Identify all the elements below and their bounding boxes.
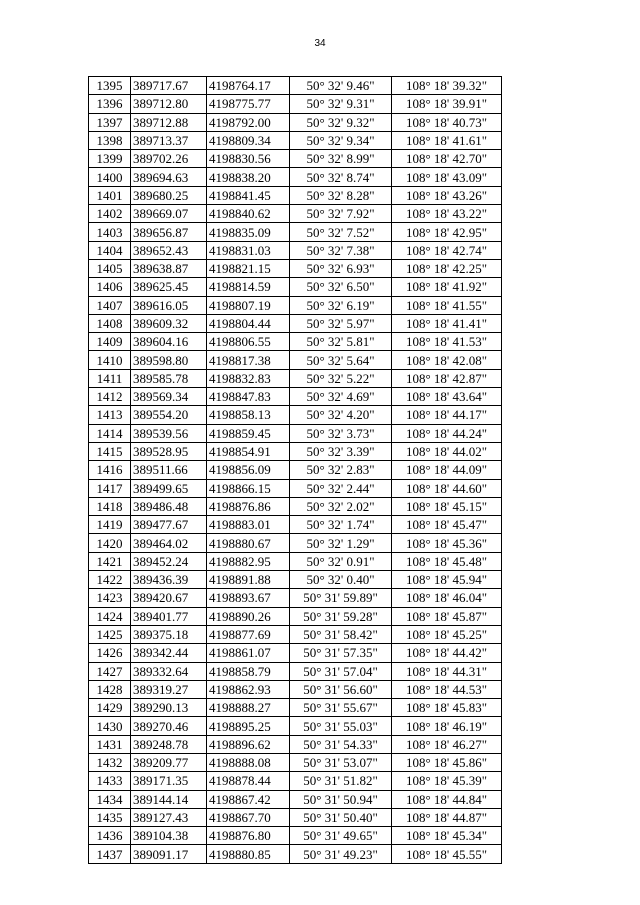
table-row xyxy=(89,333,502,351)
y-coordinate-cell: 4198877.69 xyxy=(207,625,290,643)
table-row xyxy=(89,278,502,296)
table-row xyxy=(89,790,502,808)
x-coordinate-cell: 389598.80 xyxy=(131,351,207,369)
x-coordinate-cell: 389452.24 xyxy=(131,552,207,570)
latitude-cell: 50° 32' 3.39" xyxy=(290,442,392,460)
y-coordinate-cell: 4198891.88 xyxy=(207,571,290,589)
x-coordinate-cell: 389680.25 xyxy=(131,186,207,204)
table-row xyxy=(89,680,502,698)
point-number-cell: 1414 xyxy=(89,424,131,442)
table-row xyxy=(89,662,502,680)
x-coordinate-cell: 389585.78 xyxy=(131,369,207,387)
latitude-cell: 50° 31' 56.60" xyxy=(290,680,392,698)
table-row xyxy=(89,808,502,826)
x-coordinate-cell: 389712.88 xyxy=(131,113,207,131)
table-row xyxy=(89,314,502,332)
table-row xyxy=(89,534,502,552)
point-number-cell: 1430 xyxy=(89,717,131,735)
y-coordinate-cell: 4198861.07 xyxy=(207,644,290,662)
y-coordinate-cell: 4198804.44 xyxy=(207,314,290,332)
table-row xyxy=(89,753,502,771)
point-number-cell: 1413 xyxy=(89,406,131,424)
point-number-cell: 1404 xyxy=(89,241,131,259)
point-number-cell: 1419 xyxy=(89,516,131,534)
x-coordinate-cell: 389604.16 xyxy=(131,333,207,351)
latitude-cell: 50° 32' 9.31" xyxy=(290,95,392,113)
y-coordinate-cell: 4198890.26 xyxy=(207,607,290,625)
x-coordinate-cell: 389436.39 xyxy=(131,571,207,589)
point-number-cell: 1405 xyxy=(89,259,131,277)
latitude-cell: 50° 31' 50.40" xyxy=(290,808,392,826)
latitude-cell: 50° 32' 6.93" xyxy=(290,259,392,277)
x-coordinate-cell: 389332.64 xyxy=(131,662,207,680)
point-number-cell: 1425 xyxy=(89,625,131,643)
y-coordinate-cell: 4198841.45 xyxy=(207,186,290,204)
point-number-cell: 1428 xyxy=(89,680,131,698)
longitude-cell: 108° 18' 45.83" xyxy=(392,699,502,717)
y-coordinate-cell: 4198809.34 xyxy=(207,131,290,149)
point-number-cell: 1396 xyxy=(89,95,131,113)
longitude-cell: 108° 18' 42.74" xyxy=(392,241,502,259)
table-row xyxy=(89,607,502,625)
table-row xyxy=(89,259,502,277)
point-number-cell: 1398 xyxy=(89,131,131,149)
y-coordinate-cell: 4198880.67 xyxy=(207,534,290,552)
point-number-cell: 1399 xyxy=(89,150,131,168)
point-number-cell: 1408 xyxy=(89,314,131,332)
x-coordinate-cell: 389511.66 xyxy=(131,461,207,479)
point-number-cell: 1402 xyxy=(89,205,131,223)
latitude-cell: 50° 31' 59.28" xyxy=(290,607,392,625)
y-coordinate-cell: 4198807.19 xyxy=(207,296,290,314)
y-coordinate-cell: 4198867.42 xyxy=(207,790,290,808)
x-coordinate-cell: 389702.26 xyxy=(131,150,207,168)
point-number-cell: 1436 xyxy=(89,827,131,845)
table-row xyxy=(89,571,502,589)
x-coordinate-cell: 389625.45 xyxy=(131,278,207,296)
x-coordinate-cell: 389554.20 xyxy=(131,406,207,424)
table-row xyxy=(89,131,502,149)
x-coordinate-cell: 389569.34 xyxy=(131,388,207,406)
table-row xyxy=(89,95,502,113)
latitude-cell: 50° 32' 7.52" xyxy=(290,223,392,241)
longitude-cell: 108° 18' 44.31" xyxy=(392,662,502,680)
longitude-cell: 108° 18' 41.92" xyxy=(392,278,502,296)
x-coordinate-cell: 389717.67 xyxy=(131,77,207,95)
latitude-cell: 50° 31' 57.04" xyxy=(290,662,392,680)
latitude-cell: 50° 32' 9.46" xyxy=(290,77,392,95)
coordinates-table xyxy=(88,76,502,864)
point-number-cell: 1435 xyxy=(89,808,131,826)
y-coordinate-cell: 4198867.70 xyxy=(207,808,290,826)
y-coordinate-cell: 4198862.93 xyxy=(207,680,290,698)
latitude-cell: 50° 32' 8.74" xyxy=(290,168,392,186)
latitude-cell: 50° 32' 5.22" xyxy=(290,369,392,387)
longitude-cell: 108° 18' 39.91" xyxy=(392,95,502,113)
point-number-cell: 1412 xyxy=(89,388,131,406)
latitude-cell: 50° 31' 55.67" xyxy=(290,699,392,717)
y-coordinate-cell: 4198893.67 xyxy=(207,589,290,607)
y-coordinate-cell: 4198876.86 xyxy=(207,497,290,515)
latitude-cell: 50° 32' 2.02" xyxy=(290,497,392,515)
x-coordinate-cell: 389499.65 xyxy=(131,479,207,497)
x-coordinate-cell: 389171.35 xyxy=(131,772,207,790)
table-row xyxy=(89,479,502,497)
latitude-cell: 50° 31' 50.94" xyxy=(290,790,392,808)
y-coordinate-cell: 4198775.77 xyxy=(207,95,290,113)
table-row xyxy=(89,827,502,845)
longitude-cell: 108° 18' 45.48" xyxy=(392,552,502,570)
latitude-cell: 50° 32' 4.20" xyxy=(290,406,392,424)
point-number-cell: 1432 xyxy=(89,753,131,771)
table-row xyxy=(89,589,502,607)
point-number-cell: 1403 xyxy=(89,223,131,241)
x-coordinate-cell: 389609.32 xyxy=(131,314,207,332)
longitude-cell: 108° 18' 43.09" xyxy=(392,168,502,186)
latitude-cell: 50° 32' 8.28" xyxy=(290,186,392,204)
x-coordinate-cell: 389209.77 xyxy=(131,753,207,771)
point-number-cell: 1400 xyxy=(89,168,131,186)
latitude-cell: 50° 32' 6.19" xyxy=(290,296,392,314)
table-row xyxy=(89,223,502,241)
longitude-cell: 108° 18' 44.17" xyxy=(392,406,502,424)
longitude-cell: 108° 18' 44.42" xyxy=(392,644,502,662)
table-row xyxy=(89,461,502,479)
longitude-cell: 108° 18' 43.26" xyxy=(392,186,502,204)
x-coordinate-cell: 389652.43 xyxy=(131,241,207,259)
latitude-cell: 50° 32' 9.32" xyxy=(290,113,392,131)
point-number-cell: 1407 xyxy=(89,296,131,314)
point-number-cell: 1426 xyxy=(89,644,131,662)
point-number-cell: 1397 xyxy=(89,113,131,131)
y-coordinate-cell: 4198876.80 xyxy=(207,827,290,845)
latitude-cell: 50° 31' 49.65" xyxy=(290,827,392,845)
y-coordinate-cell: 4198764.17 xyxy=(207,77,290,95)
x-coordinate-cell: 389144.14 xyxy=(131,790,207,808)
latitude-cell: 50° 32' 4.69" xyxy=(290,388,392,406)
table-row xyxy=(89,717,502,735)
table-row xyxy=(89,369,502,387)
y-coordinate-cell: 4198856.09 xyxy=(207,461,290,479)
y-coordinate-cell: 4198831.03 xyxy=(207,241,290,259)
page-number: 34 xyxy=(314,38,326,49)
latitude-cell: 50° 31' 54.33" xyxy=(290,735,392,753)
y-coordinate-cell: 4198896.62 xyxy=(207,735,290,753)
table-row xyxy=(89,113,502,131)
longitude-cell: 108° 18' 46.27" xyxy=(392,735,502,753)
latitude-cell: 50° 32' 0.91" xyxy=(290,552,392,570)
x-coordinate-cell: 389342.44 xyxy=(131,644,207,662)
longitude-cell: 108° 18' 44.53" xyxy=(392,680,502,698)
y-coordinate-cell: 4198858.79 xyxy=(207,662,290,680)
y-coordinate-cell: 4198840.62 xyxy=(207,205,290,223)
x-coordinate-cell: 389290.13 xyxy=(131,699,207,717)
point-number-cell: 1411 xyxy=(89,369,131,387)
x-coordinate-cell: 389091.17 xyxy=(131,845,207,863)
latitude-cell: 50° 32' 1.74" xyxy=(290,516,392,534)
latitude-cell: 50° 31' 58.42" xyxy=(290,625,392,643)
table-row xyxy=(89,406,502,424)
table-row xyxy=(89,516,502,534)
x-coordinate-cell: 389401.77 xyxy=(131,607,207,625)
x-coordinate-cell: 389713.37 xyxy=(131,131,207,149)
table-row xyxy=(89,772,502,790)
y-coordinate-cell: 4198792.00 xyxy=(207,113,290,131)
y-coordinate-cell: 4198835.09 xyxy=(207,223,290,241)
latitude-cell: 50° 32' 5.97" xyxy=(290,314,392,332)
y-coordinate-cell: 4198888.08 xyxy=(207,753,290,771)
point-number-cell: 1423 xyxy=(89,589,131,607)
x-coordinate-cell: 389486.48 xyxy=(131,497,207,515)
table-row xyxy=(89,845,502,863)
y-coordinate-cell: 4198878.44 xyxy=(207,772,290,790)
latitude-cell: 50° 32' 7.38" xyxy=(290,241,392,259)
longitude-cell: 108° 18' 45.36" xyxy=(392,534,502,552)
latitude-cell: 50° 31' 51.82" xyxy=(290,772,392,790)
longitude-cell: 108° 18' 42.08" xyxy=(392,351,502,369)
point-number-cell: 1415 xyxy=(89,442,131,460)
longitude-cell: 108° 18' 42.95" xyxy=(392,223,502,241)
latitude-cell: 50° 32' 0.40" xyxy=(290,571,392,589)
latitude-cell: 50° 32' 9.34" xyxy=(290,131,392,149)
longitude-cell: 108° 18' 44.84" xyxy=(392,790,502,808)
point-number-cell: 1437 xyxy=(89,845,131,863)
x-coordinate-cell: 389420.67 xyxy=(131,589,207,607)
point-number-cell: 1406 xyxy=(89,278,131,296)
y-coordinate-cell: 4198883.01 xyxy=(207,516,290,534)
longitude-cell: 108° 18' 45.55" xyxy=(392,845,502,863)
longitude-cell: 108° 18' 41.41" xyxy=(392,314,502,332)
x-coordinate-cell: 389375.18 xyxy=(131,625,207,643)
x-coordinate-cell: 389104.38 xyxy=(131,827,207,845)
longitude-cell: 108° 18' 46.19" xyxy=(392,717,502,735)
table-row xyxy=(89,644,502,662)
latitude-cell: 50° 32' 7.92" xyxy=(290,205,392,223)
longitude-cell: 108° 18' 42.25" xyxy=(392,259,502,277)
table-row xyxy=(89,205,502,223)
longitude-cell: 108° 18' 45.34" xyxy=(392,827,502,845)
x-coordinate-cell: 389464.02 xyxy=(131,534,207,552)
y-coordinate-cell: 4198847.83 xyxy=(207,388,290,406)
coordinates-table-body xyxy=(89,77,502,864)
latitude-cell: 50° 31' 59.89" xyxy=(290,589,392,607)
x-coordinate-cell: 389270.46 xyxy=(131,717,207,735)
x-coordinate-cell: 389712.80 xyxy=(131,95,207,113)
point-number-cell: 1424 xyxy=(89,607,131,625)
longitude-cell: 108° 18' 44.60" xyxy=(392,479,502,497)
x-coordinate-cell: 389319.27 xyxy=(131,680,207,698)
x-coordinate-cell: 389477.67 xyxy=(131,516,207,534)
longitude-cell: 108° 18' 44.24" xyxy=(392,424,502,442)
table-row xyxy=(89,296,502,314)
longitude-cell: 108° 18' 43.64" xyxy=(392,388,502,406)
longitude-cell: 108° 18' 41.55" xyxy=(392,296,502,314)
point-number-cell: 1427 xyxy=(89,662,131,680)
x-coordinate-cell: 389539.56 xyxy=(131,424,207,442)
y-coordinate-cell: 4198817.38 xyxy=(207,351,290,369)
x-coordinate-cell: 389638.87 xyxy=(131,259,207,277)
y-coordinate-cell: 4198866.15 xyxy=(207,479,290,497)
y-coordinate-cell: 4198858.13 xyxy=(207,406,290,424)
table-row xyxy=(89,241,502,259)
x-coordinate-cell: 389528.95 xyxy=(131,442,207,460)
y-coordinate-cell: 4198806.55 xyxy=(207,333,290,351)
x-coordinate-cell: 389127.43 xyxy=(131,808,207,826)
point-number-cell: 1401 xyxy=(89,186,131,204)
longitude-cell: 108° 18' 45.47" xyxy=(392,516,502,534)
longitude-cell: 108° 18' 40.73" xyxy=(392,113,502,131)
longitude-cell: 108° 18' 43.22" xyxy=(392,205,502,223)
point-number-cell: 1434 xyxy=(89,790,131,808)
longitude-cell: 108° 18' 45.86" xyxy=(392,753,502,771)
point-number-cell: 1395 xyxy=(89,77,131,95)
point-number-cell: 1421 xyxy=(89,552,131,570)
point-number-cell: 1409 xyxy=(89,333,131,351)
latitude-cell: 50° 32' 5.64" xyxy=(290,351,392,369)
latitude-cell: 50° 32' 5.81" xyxy=(290,333,392,351)
x-coordinate-cell: 389669.07 xyxy=(131,205,207,223)
longitude-cell: 108° 18' 44.09" xyxy=(392,461,502,479)
table-row xyxy=(89,699,502,717)
y-coordinate-cell: 4198859.45 xyxy=(207,424,290,442)
x-coordinate-cell: 389656.87 xyxy=(131,223,207,241)
latitude-cell: 50° 31' 57.35" xyxy=(290,644,392,662)
table-row xyxy=(89,625,502,643)
latitude-cell: 50° 31' 53.07" xyxy=(290,753,392,771)
longitude-cell: 108° 18' 42.70" xyxy=(392,150,502,168)
longitude-cell: 108° 18' 41.53" xyxy=(392,333,502,351)
longitude-cell: 108° 18' 42.87" xyxy=(392,369,502,387)
x-coordinate-cell: 389248.78 xyxy=(131,735,207,753)
longitude-cell: 108° 18' 45.15" xyxy=(392,497,502,515)
point-number-cell: 1433 xyxy=(89,772,131,790)
table-row xyxy=(89,388,502,406)
table-row xyxy=(89,77,502,95)
x-coordinate-cell: 389616.05 xyxy=(131,296,207,314)
latitude-cell: 50° 31' 55.03" xyxy=(290,717,392,735)
longitude-cell: 108° 18' 45.39" xyxy=(392,772,502,790)
longitude-cell: 108° 18' 45.94" xyxy=(392,571,502,589)
longitude-cell: 108° 18' 44.87" xyxy=(392,808,502,826)
y-coordinate-cell: 4198882.95 xyxy=(207,552,290,570)
y-coordinate-cell: 4198830.56 xyxy=(207,150,290,168)
latitude-cell: 50° 32' 3.73" xyxy=(290,424,392,442)
y-coordinate-cell: 4198888.27 xyxy=(207,699,290,717)
y-coordinate-cell: 4198838.20 xyxy=(207,168,290,186)
longitude-cell: 108° 18' 41.61" xyxy=(392,131,502,149)
longitude-cell: 108° 18' 39.32" xyxy=(392,77,502,95)
latitude-cell: 50° 32' 1.29" xyxy=(290,534,392,552)
longitude-cell: 108° 18' 45.25" xyxy=(392,625,502,643)
table-row xyxy=(89,424,502,442)
table-row xyxy=(89,497,502,515)
latitude-cell: 50° 31' 49.23" xyxy=(290,845,392,863)
longitude-cell: 108° 18' 44.02" xyxy=(392,442,502,460)
point-number-cell: 1422 xyxy=(89,571,131,589)
y-coordinate-cell: 4198832.83 xyxy=(207,369,290,387)
point-number-cell: 1417 xyxy=(89,479,131,497)
y-coordinate-cell: 4198854.91 xyxy=(207,442,290,460)
y-coordinate-cell: 4198814.59 xyxy=(207,278,290,296)
table-row xyxy=(89,735,502,753)
point-number-cell: 1416 xyxy=(89,461,131,479)
table-row xyxy=(89,150,502,168)
latitude-cell: 50° 32' 8.99" xyxy=(290,150,392,168)
point-number-cell: 1431 xyxy=(89,735,131,753)
point-number-cell: 1420 xyxy=(89,534,131,552)
x-coordinate-cell: 389694.63 xyxy=(131,168,207,186)
latitude-cell: 50° 32' 2.83" xyxy=(290,461,392,479)
y-coordinate-cell: 4198895.25 xyxy=(207,717,290,735)
table-row xyxy=(89,442,502,460)
longitude-cell: 108° 18' 45.87" xyxy=(392,607,502,625)
longitude-cell: 108° 18' 46.04" xyxy=(392,589,502,607)
y-coordinate-cell: 4198880.85 xyxy=(207,845,290,863)
point-number-cell: 1418 xyxy=(89,497,131,515)
table-row xyxy=(89,168,502,186)
table-row xyxy=(89,552,502,570)
table-row xyxy=(89,351,502,369)
latitude-cell: 50° 32' 6.50" xyxy=(290,278,392,296)
table-row xyxy=(89,186,502,204)
point-number-cell: 1410 xyxy=(89,351,131,369)
y-coordinate-cell: 4198821.15 xyxy=(207,259,290,277)
point-number-cell: 1429 xyxy=(89,699,131,717)
latitude-cell: 50° 32' 2.44" xyxy=(290,479,392,497)
